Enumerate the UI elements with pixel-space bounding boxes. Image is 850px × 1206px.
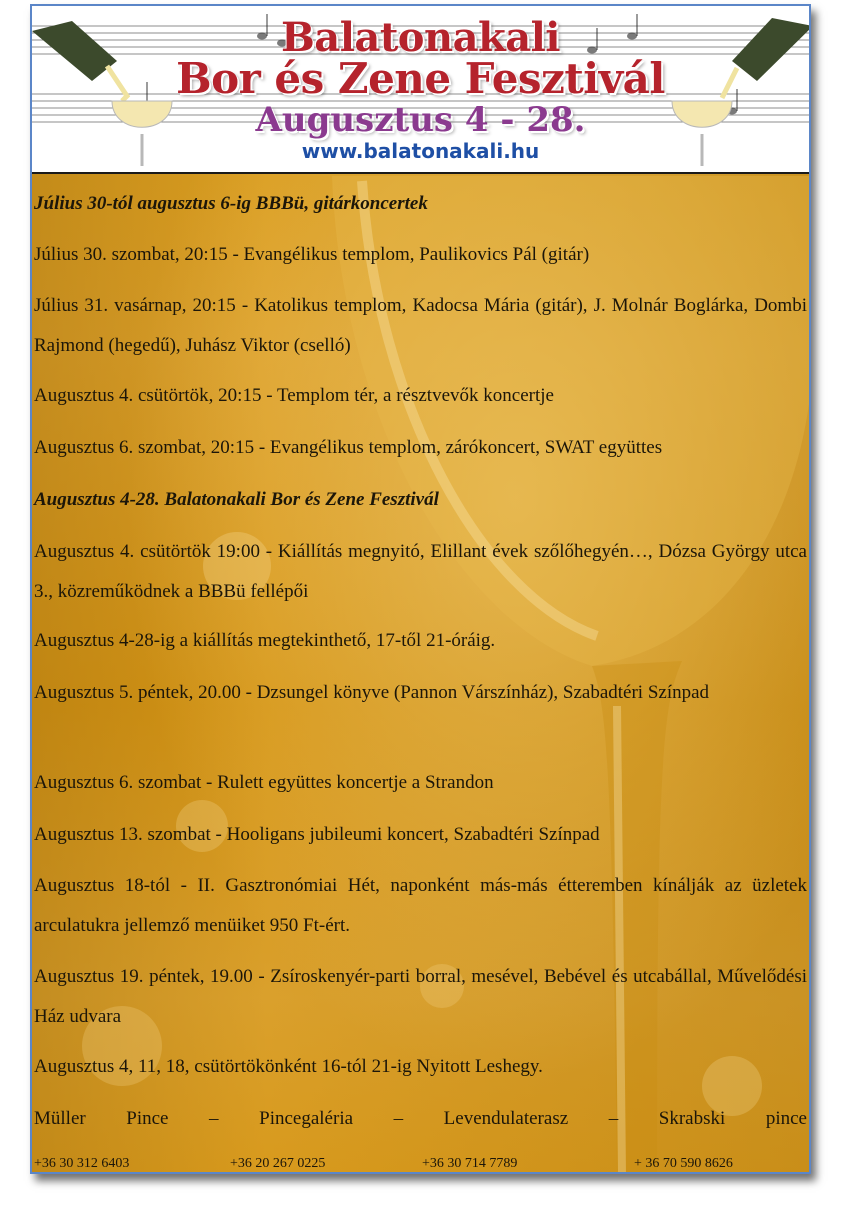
program-item: Augusztus 6. szombat, 20:15 - Evangélikus templom, zárókoncert, SWAT együttes [34, 437, 663, 458]
phone-number: +36 30 312 6403 [34, 1156, 130, 1171]
program-section-heading: Augusztus 4-28. Balatonakali Bor és Zene Fesztivál [34, 489, 439, 510]
festival-poster [30, 4, 811, 1174]
festival-title-line2: Bor és Zene Fesztivál [176, 54, 665, 103]
program-item: Július 31. vasárnap, 20:15 - Katolikus templom, Kadocsa Mária (gitár), J. Molnár Boglárka, Dombi Rajmond (hegedű), Juhász Viktor (cselló) [34, 295, 807, 356]
program-item: Augusztus 6. szombat - Rulett együttes koncertje a Strandon [34, 772, 494, 793]
phone-number: +36 30 714 7789 [422, 1156, 518, 1171]
festival-banner [32, 6, 809, 174]
festival-dates: Augusztus 4 - 28. [255, 100, 586, 140]
program-item: Augusztus 4. csütörtök 19:00 - Kiállítás megnyitó, Elillant évek szőlőhegyén…, Dózsa György utca 3., közreműködnek a BBBü fellépői [34, 541, 807, 602]
program-item: Augusztus 18-tól - II. Gasztronómiai Hét, naponként más-más étteremben kínálják az üzletek arculatukra jellemző menüiket 950 Ft-ért. [34, 875, 807, 936]
program-item: Július 30. szombat, 20:15 - Evangélikus templom, Paulikovics Pál (gitár) [34, 244, 590, 265]
festival-website-link[interactable]: www.balatonakali.hu [301, 139, 540, 163]
venue-list: Müller Pince – Pincegaléria – Levendulaterasz – Skrabski pince [34, 1108, 807, 1129]
festival-title-line1: Balatonakali [280, 14, 561, 61]
program-item: Augusztus 19. péntek, 19.00 - Zsíroskenyér-parti borral, mesével, Bebével és utcabállal, Művelődési Ház udvara [34, 966, 807, 1027]
program-item: Augusztus 13. szombat - Hooligans jubileumi koncert, Szabadtéri Színpad [34, 824, 600, 845]
program-item: Augusztus 4, 11, 18, csütörtökönként 16-tól 21-ig Nyitott Leshegy. [34, 1056, 543, 1077]
program-item: Augusztus 4-28-ig a kiállítás megtekinthető, 17-től 21-óráig. [34, 630, 496, 651]
program-item: Augusztus 5. péntek, 20.00 - Dzsungel könyve (Pannon Várszínház), Szabadtéri Színpad [34, 682, 710, 703]
program-section-heading: Július 30-tól augusztus 6-ig BBBü, gitárkoncertek [34, 193, 428, 214]
phone-number: + 36 70 590 8626 [634, 1156, 733, 1171]
phone-number: +36 20 267 0225 [230, 1156, 326, 1171]
program-item: Augusztus 4. csütörtök, 20:15 - Templom tér, a résztvevők koncertje [34, 385, 554, 406]
